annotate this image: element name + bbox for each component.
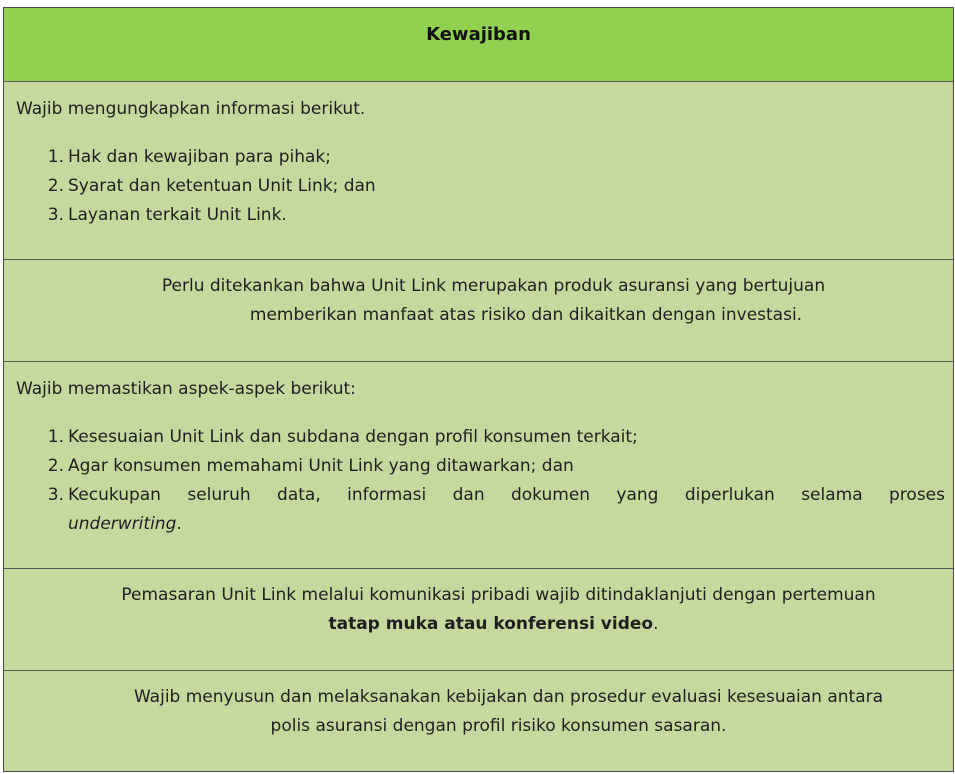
emphasis-line-1: Perlu ditekankan bahwa Unit Link merupakan produk asuransi yang bertujuan — [161, 276, 826, 296]
row-policy — [4, 671, 953, 771]
marketing-line-1: Pemasaran Unit Link melalui komunikasi pribadi wajib ditindaklanjuti dengan pertemuan — [121, 585, 876, 605]
disclosure-list — [43, 143, 945, 230]
list-item: 2. Agar konsumen memahami Unit Link yang ditawarkan; dan — [47, 456, 574, 476]
list-item: 1. Hak dan kewajiban para pihak; — [47, 147, 331, 167]
aspects-intro: Wajib memastikan aspek-aspek berikut: — [16, 379, 356, 399]
list-item: 3. Kecukupan seluruh data, informasi dan dokumen yang diperlukan selama proses underwriting. — [43, 481, 945, 539]
list-item: 2. Syarat dan ketentuan Unit Link; dan — [47, 176, 376, 196]
emphasis-text — [4, 272, 953, 330]
marketing-line-2: tatap muka atau konferensi video. — [328, 614, 659, 634]
list-item: 1. Kesesuaian Unit Link dan subdana dengan profil konsumen terkait; — [47, 427, 638, 447]
obligations-table — [3, 7, 954, 772]
row-disclosure — [4, 82, 953, 260]
aspects-list — [43, 423, 945, 539]
aspect-3-line-2: underwriting. — [68, 514, 182, 534]
policy-text — [4, 683, 953, 741]
marketing-text — [4, 581, 953, 639]
aspect-3-line-1: Kecukupan seluruh data, informasi dan dokumen yang diperlukan selama proses — [68, 485, 945, 505]
table-header — [4, 8, 953, 82]
row-emphasis — [4, 260, 953, 362]
row-aspects — [4, 362, 953, 569]
header-title: Kewajiban — [426, 24, 531, 45]
disclosure-intro: Wajib mengungkapkan informasi berikut. — [16, 99, 366, 119]
policy-line-2: polis asuransi dengan profil risiko konsumen sasaran. — [270, 716, 727, 736]
list-item: 3. Layanan terkait Unit Link. — [47, 205, 287, 225]
row-marketing — [4, 569, 953, 671]
policy-line-1: Wajib menyusun dan melaksanakan kebijakan dan prosedur evaluasi kesesuaian antara — [133, 687, 884, 707]
emphasis-line-2: memberikan manfaat atas risiko dan dikaitkan dengan investasi. — [249, 305, 803, 325]
